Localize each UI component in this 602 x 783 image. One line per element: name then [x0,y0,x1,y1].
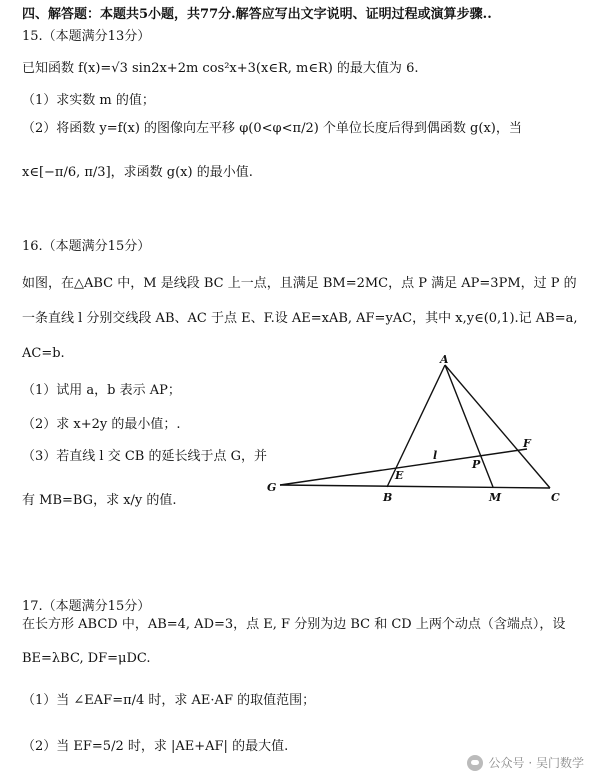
q17-part1: （1）当 ∠EAF=π/4 时，求 AE·AF 的取值范围； [22,693,316,708]
q16-part1: （1）试用 a，b 表示 AP； [22,383,181,398]
segment-GC [280,485,550,488]
watermark-text: 公众号 · 吴门数学 [488,756,584,770]
q17-stem1: 在长方形 ABCD 中，AB=4, AD=3，点 E, F 分别为边 BC 和 CD 上两个动点（含端点），设 [22,617,566,632]
q16-part2: （2）求 x+2y 的最小值；. [22,417,181,432]
label-C: C [551,491,560,504]
q17-title: 17.（本题满分15分） [22,599,151,614]
label-l: l [433,449,438,462]
watermark [467,754,584,771]
q16-stem1: 如图，在△ABC 中，M 是线段 BC 上一点，且满足 BM=2MC，点 P 满足 AP=3PM，过 P 的 [22,276,577,291]
label-M: M [489,491,502,504]
q17-stem2: BE=λBC, DF=μDC. [22,651,151,666]
q16-title: 16.（本题满分15分） [22,239,151,254]
q15-part1: （1）求实数 m 的值； [22,93,155,108]
label-E: E [395,469,404,482]
segment-AM [445,365,493,487]
label-P: P [472,458,481,471]
triangle-figure [265,355,575,515]
q15-title: 15.（本题满分13分） [22,29,151,44]
q15-part2: （2）将函数 y=f(x) 的图像向左平移 φ(0<φ<π/2) 个单位长度后得到偶函数 g(x)，当 [22,121,522,136]
q17-part2: （2）当 EF=5/2 时，求 |AE+AF| 的最大值. [22,739,289,754]
label-A: A [440,355,449,366]
label-G: G [267,481,277,494]
segment-AC [445,365,550,488]
label-F: F [523,437,531,450]
q15-part2-cont: x∈[−π/6, π/3]，求函数 g(x) 的最小值. [22,165,253,180]
q16-stem3: AC=b. [22,346,65,361]
section-header: 四、解答题：本题共5小题，共77分.解答应写出文字说明、证明过程或演算步骤.. [22,7,492,22]
q16-stem2: 一条直线 l 分别交线段 AB、AC 于点 E、F.设 AE=xAB, AF=yAC，其中 x,y∈(0,1).记 AB=a, [22,311,578,326]
wechat-icon [467,755,483,771]
q16-part3-cont: 有 MB=BG，求 x/y 的值. [22,493,177,508]
q16-part3: （3）若直线 l 交 CB 的延长线于点 G，并 [22,449,267,464]
q15-stem: 已知函数 f(x)=√3 sin2x+2m cos²x+3(x∈R, m∈R) 的最大值为 6. [22,61,419,76]
label-B: B [383,491,393,504]
